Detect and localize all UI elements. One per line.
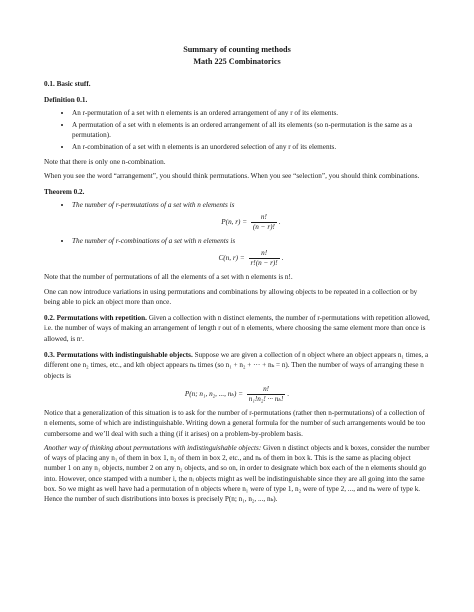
section-0-1-heading: 0.1. Basic stuff. — [44, 80, 91, 88]
formula-3-denominator: n₁!n₂! ··· nₖ! — [248, 394, 284, 403]
note-all-permutations: Note that the number of permutations of all the elements of a set with n elements is n!. — [44, 273, 293, 282]
another-way-lead: Another way of thinking about permutations with indistinguishable objects: — [44, 443, 262, 452]
section-0-2-text: Given a collection with n distinct elements, the number of r-permutations with repetition allowed, i.e. the number of ways of making an arrangement of length r out of n elements, where choosing the same element more than once is allowed, is nʳ. — [44, 314, 430, 343]
document-title — [44, 44, 430, 67]
formula-permutations — [72, 213, 430, 232]
theorem-list — [44, 200, 430, 269]
section-0-3 — [44, 350, 430, 381]
page-content — [44, 44, 430, 509]
theorem-item-1 — [72, 200, 430, 232]
definition-item-3: • An r-combination of a set with n elements is an unordered selection of any r of its elements. — [72, 142, 430, 152]
section-0-2 — [44, 313, 430, 344]
formula-1-period: . — [278, 218, 281, 227]
formula-3-fraction — [247, 385, 286, 404]
paragraph-another-way — [44, 443, 430, 505]
formula-3-lhs: P(n; n₁, n₂, ..., nₖ) = — [184, 390, 243, 399]
note-arrangement-selection: When you see the word “arrangement”, you should think permutations. When you see “selection”, you should think combinations. — [44, 172, 420, 181]
theorem-item-2 — [72, 236, 430, 268]
formula-combinations — [72, 249, 430, 268]
formula-3-numerator: n! — [247, 385, 286, 395]
theorem-item-1-text: The number of r-permutations of a set with n elements is — [72, 200, 235, 209]
formula-2-period: . — [281, 254, 284, 263]
title-line-1: Summary of counting methods — [183, 45, 291, 54]
formula-2-numerator: n! — [249, 249, 280, 259]
section-0-3-text: Suppose we are given a collection of n object where an object appears n₁ times, a different one n₂ times, etc., and kth object appears nₖ times (so n₁ + n₂ + ··· + nₖ = n). Then the number of ways of arranging these n objects is — [44, 351, 429, 380]
title-line-2: Math 225 Combinatorics — [193, 56, 281, 66]
formula-2-fraction — [249, 249, 280, 268]
formula-1-denominator: (n − r)! — [252, 222, 275, 231]
definition-list — [44, 108, 430, 153]
theorem-heading: Theorem 0.2. — [44, 188, 85, 197]
section-0-2-heading: 0.2. Permutations with repetition. — [44, 314, 147, 323]
formula-3-period: . — [287, 390, 290, 399]
paragraph-generalization: Notice that a generalization of this situation is to ask for the number of r-permutations (rather then n-permutations) of a collection of n elements, some of which are indistinguishable. Writing down a general formula for the number of such arrangements would be too cumbersome and we’ll deal with such a thing (if it arises) on a problem-by-problem basis. — [44, 408, 426, 438]
formula-2-denominator: r!(n − r)! — [250, 259, 278, 268]
formula-1-lhs: P(n, r) = — [221, 218, 248, 227]
note-one-combination: Note that there is only one n-combination. — [44, 157, 166, 166]
another-way-text: Given n distinct objects and k boxes, consider the number of ways of placing any n₁ of them in box 1, n₂ of them in box 2, etc., and nₖ of them in box k. This is the same as placing object number 1 on any n₁ objects, number 2 on any n₂ objects, and so on, in order to designate which box each of the n elements should go into. However, once stamped with a number i, the nᵢ objects might as well be indistinguishable since they are all going into the same box. So we might as well have had a permutation of n objects where n₁ were of type 1, n₂ were of type 2, ..., and nₖ were of type k. Hence the number of such distributions into boxes is precisely P(n; n₁, n₂, ..., nₖ). — [44, 443, 430, 504]
definition-heading: Definition 0.1. — [44, 96, 88, 105]
section-0-3-heading: 0.3. Permutations with indistinguishable objects. — [44, 351, 193, 360]
formula-1-numerator: n! — [251, 213, 277, 223]
definition-item-1: • An r-permutation of a set with n elements is an ordered arrangement of any r of its elements. — [72, 108, 430, 118]
formula-1-fraction — [251, 213, 277, 232]
formula-indistinguishable — [44, 385, 430, 404]
paragraph-variations: One can now introduce variations in using permutations and combinations by allowing objects to be repeated in a collection or by being able to pick an object more than once. — [44, 287, 418, 306]
formula-2-lhs: C(n, r) = — [218, 254, 245, 263]
theorem-item-2-text: The number of r-combinations of a set with n elements is — [72, 236, 236, 245]
definition-item-2: • A permutation of a set with n elements is an ordered arrangement of all its elements (so n-permutation is the same as a permutation). — [72, 120, 430, 141]
